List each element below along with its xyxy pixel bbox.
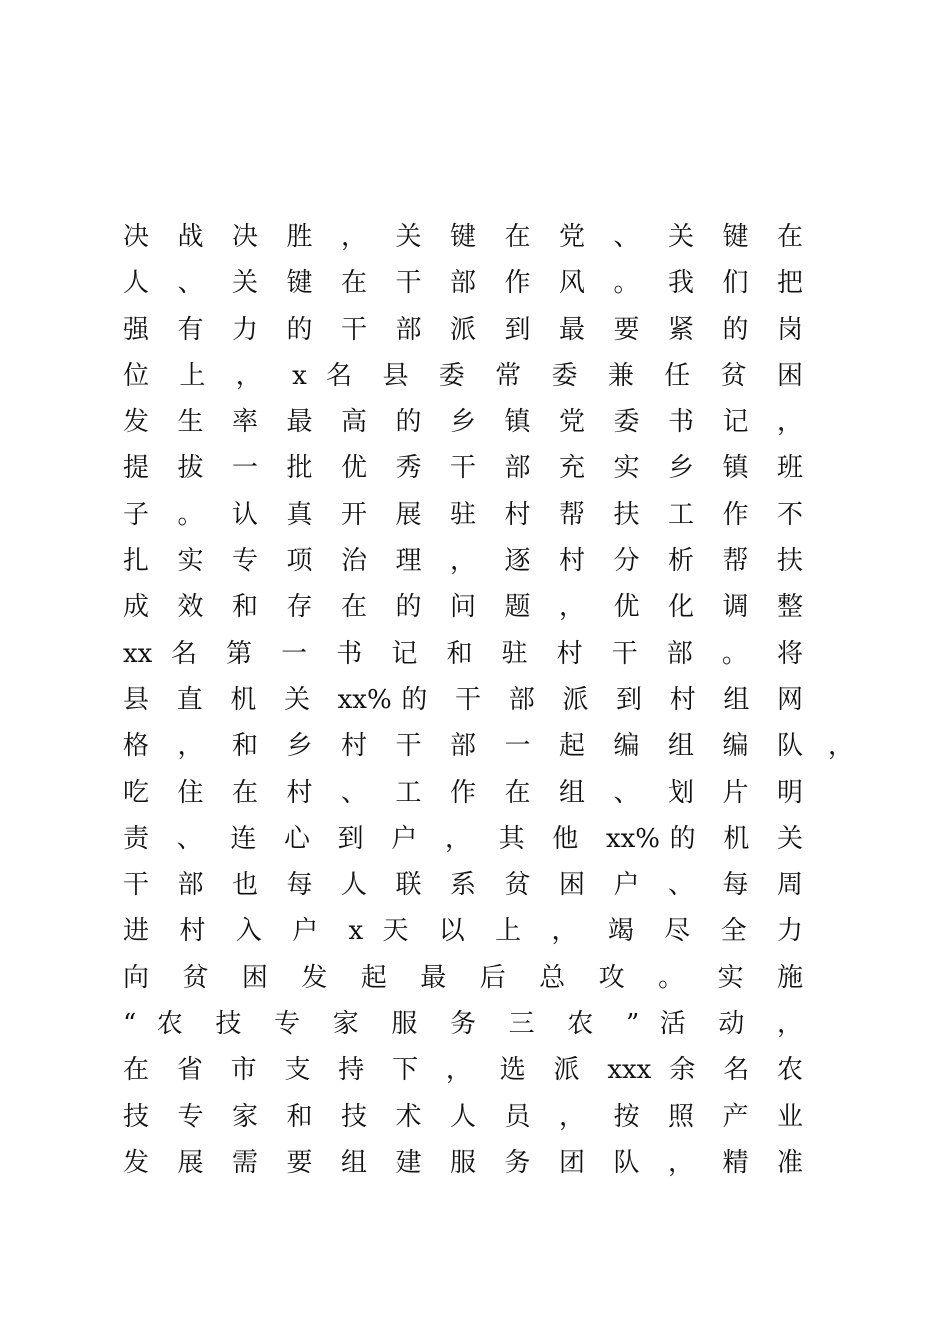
text-line: 子 。 认 真 开 展 驻 村 帮 扶 工 作 不 — [123, 499, 803, 530]
text-line: 发 生 率 最 高 的 乡 镇 党 委 书 记 ， — [123, 407, 803, 438]
text-line-content: 格 ， 和 乡 村 干 部 一 起 编 组 编 队 — [123, 731, 803, 762]
text-line: 决 战 决 胜 ， 关 键 在 党 、 关 键 在 — [123, 222, 803, 252]
text-line: 向 贫 困 发 起 最 后 总 攻 。 实 施 — [123, 962, 803, 993]
text-line: 位 上 ， x 名 县 委 常 委 兼 任 贫 困 — [123, 360, 803, 391]
text-line: 县 直 机 关 xx%的 干 部 派 到 村 组 网 — [123, 684, 803, 715]
text-line: 成 效 和 存 在 的 问 题 ， 优 化 调 整 — [123, 592, 803, 623]
text-line: 吃 住 在 村 、 工 作 在 组 、 划 片 明 — [123, 777, 803, 808]
text-line: xx 名 第 一 书 记 和 驻 村 干 部 。 将 — [123, 638, 803, 669]
text-line: 技 专 家 和 技 术 人 员 ， 按 照 产 业 — [123, 1101, 803, 1132]
text-line: 干 部 也 每 人 联 系 贫 困 户 、 每 周 — [123, 870, 803, 901]
text-line: 发 展 需 要 组 建 服 务 团 队 ， 精 准 — [123, 1147, 803, 1178]
text-line: 强 有 力 的 干 部 派 到 最 要 紧 的 岗 — [123, 314, 803, 345]
body-text — [123, 214, 855, 1186]
text-line: “ 农 技 专 家 服 务 三 农 ” 活 动 ， — [123, 1009, 803, 1040]
text-line: 责 、 连 心 到 户 ， 其 他 xx%的 机 关 — [123, 823, 803, 854]
text-line-with-overflow — [123, 723, 855, 769]
text-line: 人 、 关 键 在 干 部 作 风 。 我 们 把 — [123, 268, 803, 299]
overflow-punctuation: ， — [828, 731, 855, 762]
text-line: 在 省 市 支 持 下 ， 选 派 xxx 余 名 农 — [123, 1055, 803, 1086]
text-line: 扎 实 专 项 治 理 ， 逐 村 分 析 帮 扶 — [123, 546, 803, 577]
text-line: 提 拔 一 批 优 秀 干 部 充 实 乡 镇 班 — [123, 453, 803, 484]
text-line: 进 村 入 户 x 天 以 上 ， 竭 尽 全 力 — [123, 916, 803, 947]
